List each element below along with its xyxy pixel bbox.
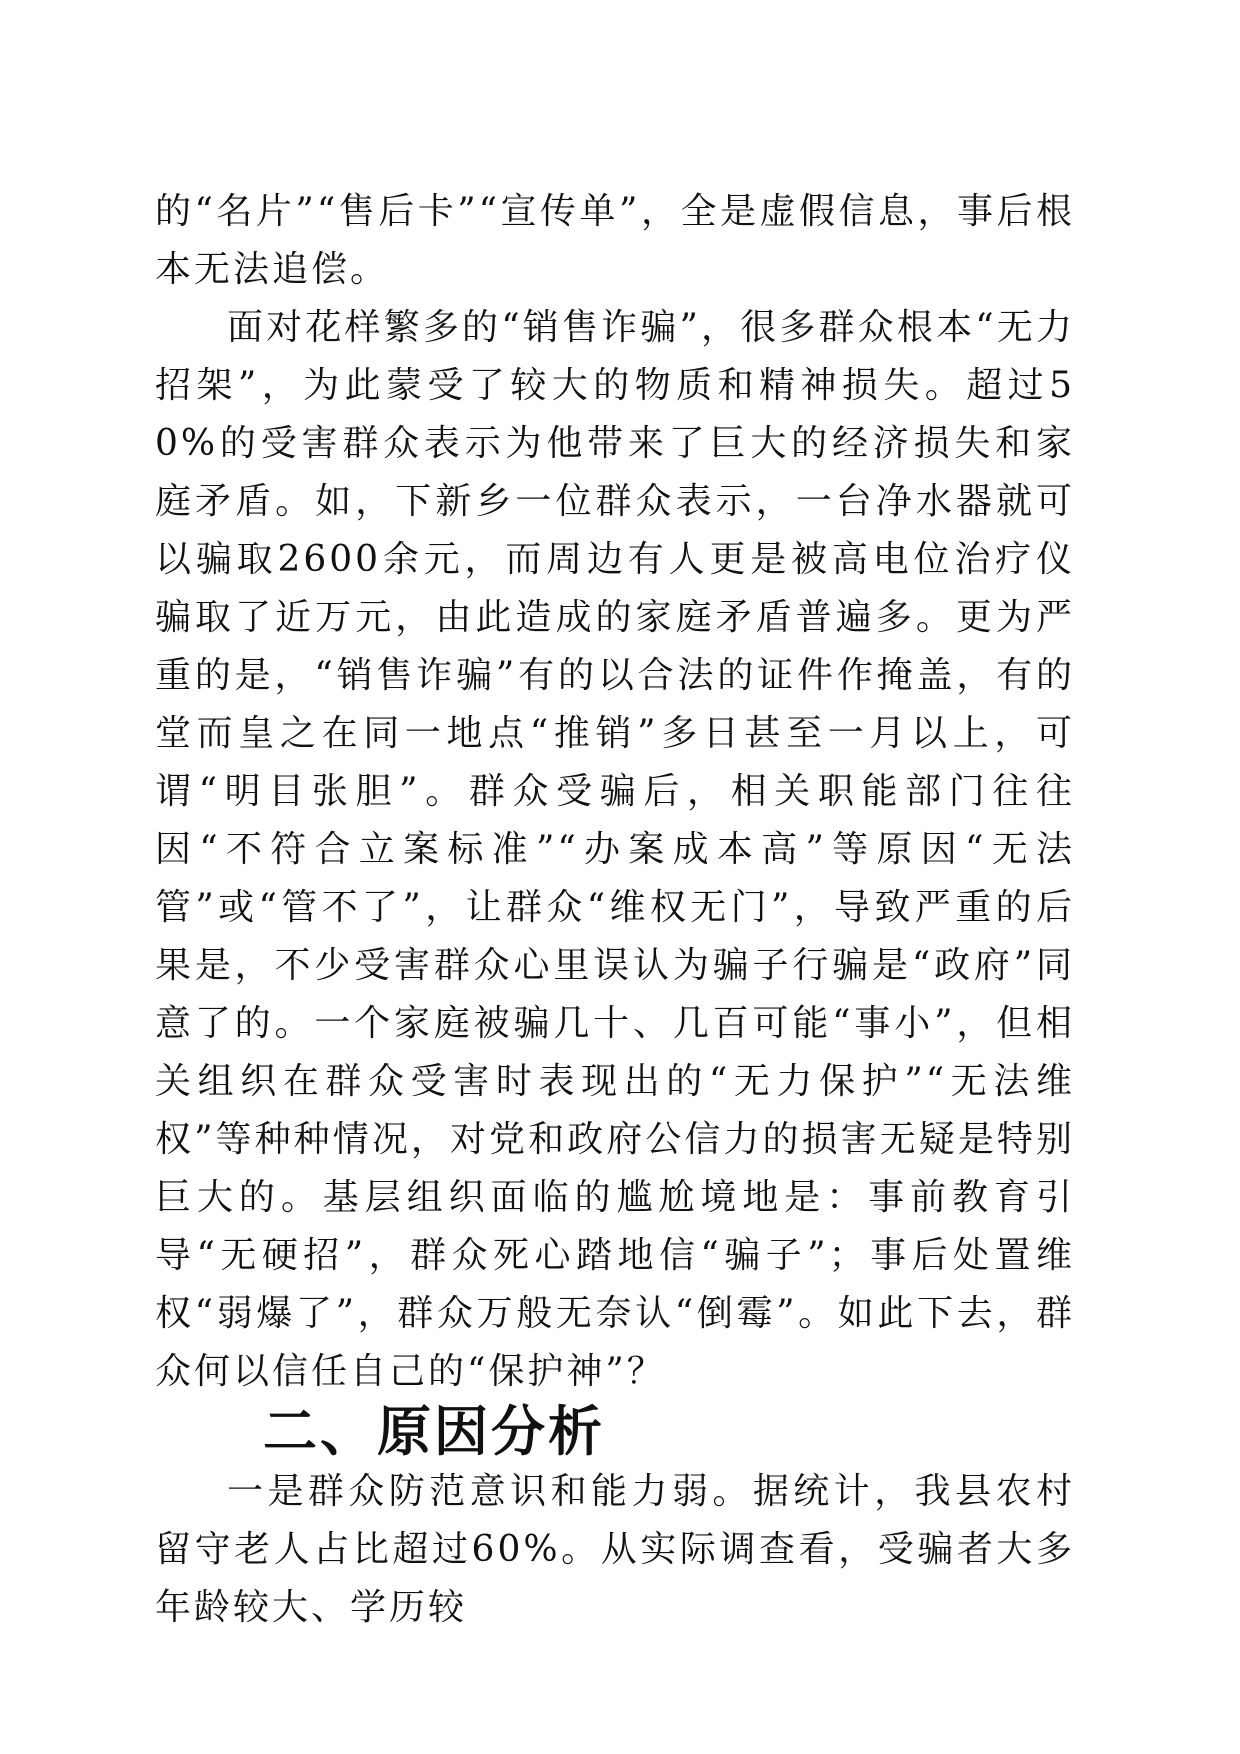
section-heading-cause-analysis: 二、原因分析 bbox=[263, 1400, 605, 1463]
paragraph-cause-one: 一是群众防范意识和能力弱。据统计，我县农村留守老人占比超过60%。从实际调查看，受骗者大多年龄较大、学历较 bbox=[155, 1471, 1075, 1628]
paragraph-sales-fraud-impact: 面对花样繁多的“销售诈骗”，很多群众根本“无力招架”，为此蒙受了较大的物质和精神损失。超过50%的受害群众表示为他带来了巨大的经济损失和家庭矛盾。如，下新乡一位群众表示，一台净水器就可以骗取2600余元，而周边有人更是被高电位治疗仪骗取了近万元，由此造成的家庭矛盾普遍多。更为严重的是，“销售诈骗”有的以合法的证件作掩盖，有的堂而皇之在同一地点“推销”多日甚至一月以上，可谓“明目张胆”。群众受骗后，相关职能部门往往因“不符合立案标准”“办案成本高”等原因“无法管”或“管不了”，让群众“维权无门”，导致严重的后果是，不少受害群众心里误认为骗子行骗是“政府”同意了的。一个家庭被骗几十、几百可能“事小”，但相关组织在群众受害时表现出的“无力保护”“无法维权”等种种情况，对党和政府公信力的损害无疑是特别巨大的。基层组织面临的尴尬境地是：事前教育引导“无硬招”，群众死心踏地信“骗子”；事后处置维权“弱爆了”，群众万般无奈认“倒霉”。如此下去，群众何以信任自己的“保护神”？ bbox=[155, 307, 1075, 1392]
paragraph-continuation: 的“名片”“售后卡”“宣传单”，全是虚假信息，事后根本无法追偿。 bbox=[155, 191, 1075, 290]
document-body bbox=[155, 183, 1075, 1637]
